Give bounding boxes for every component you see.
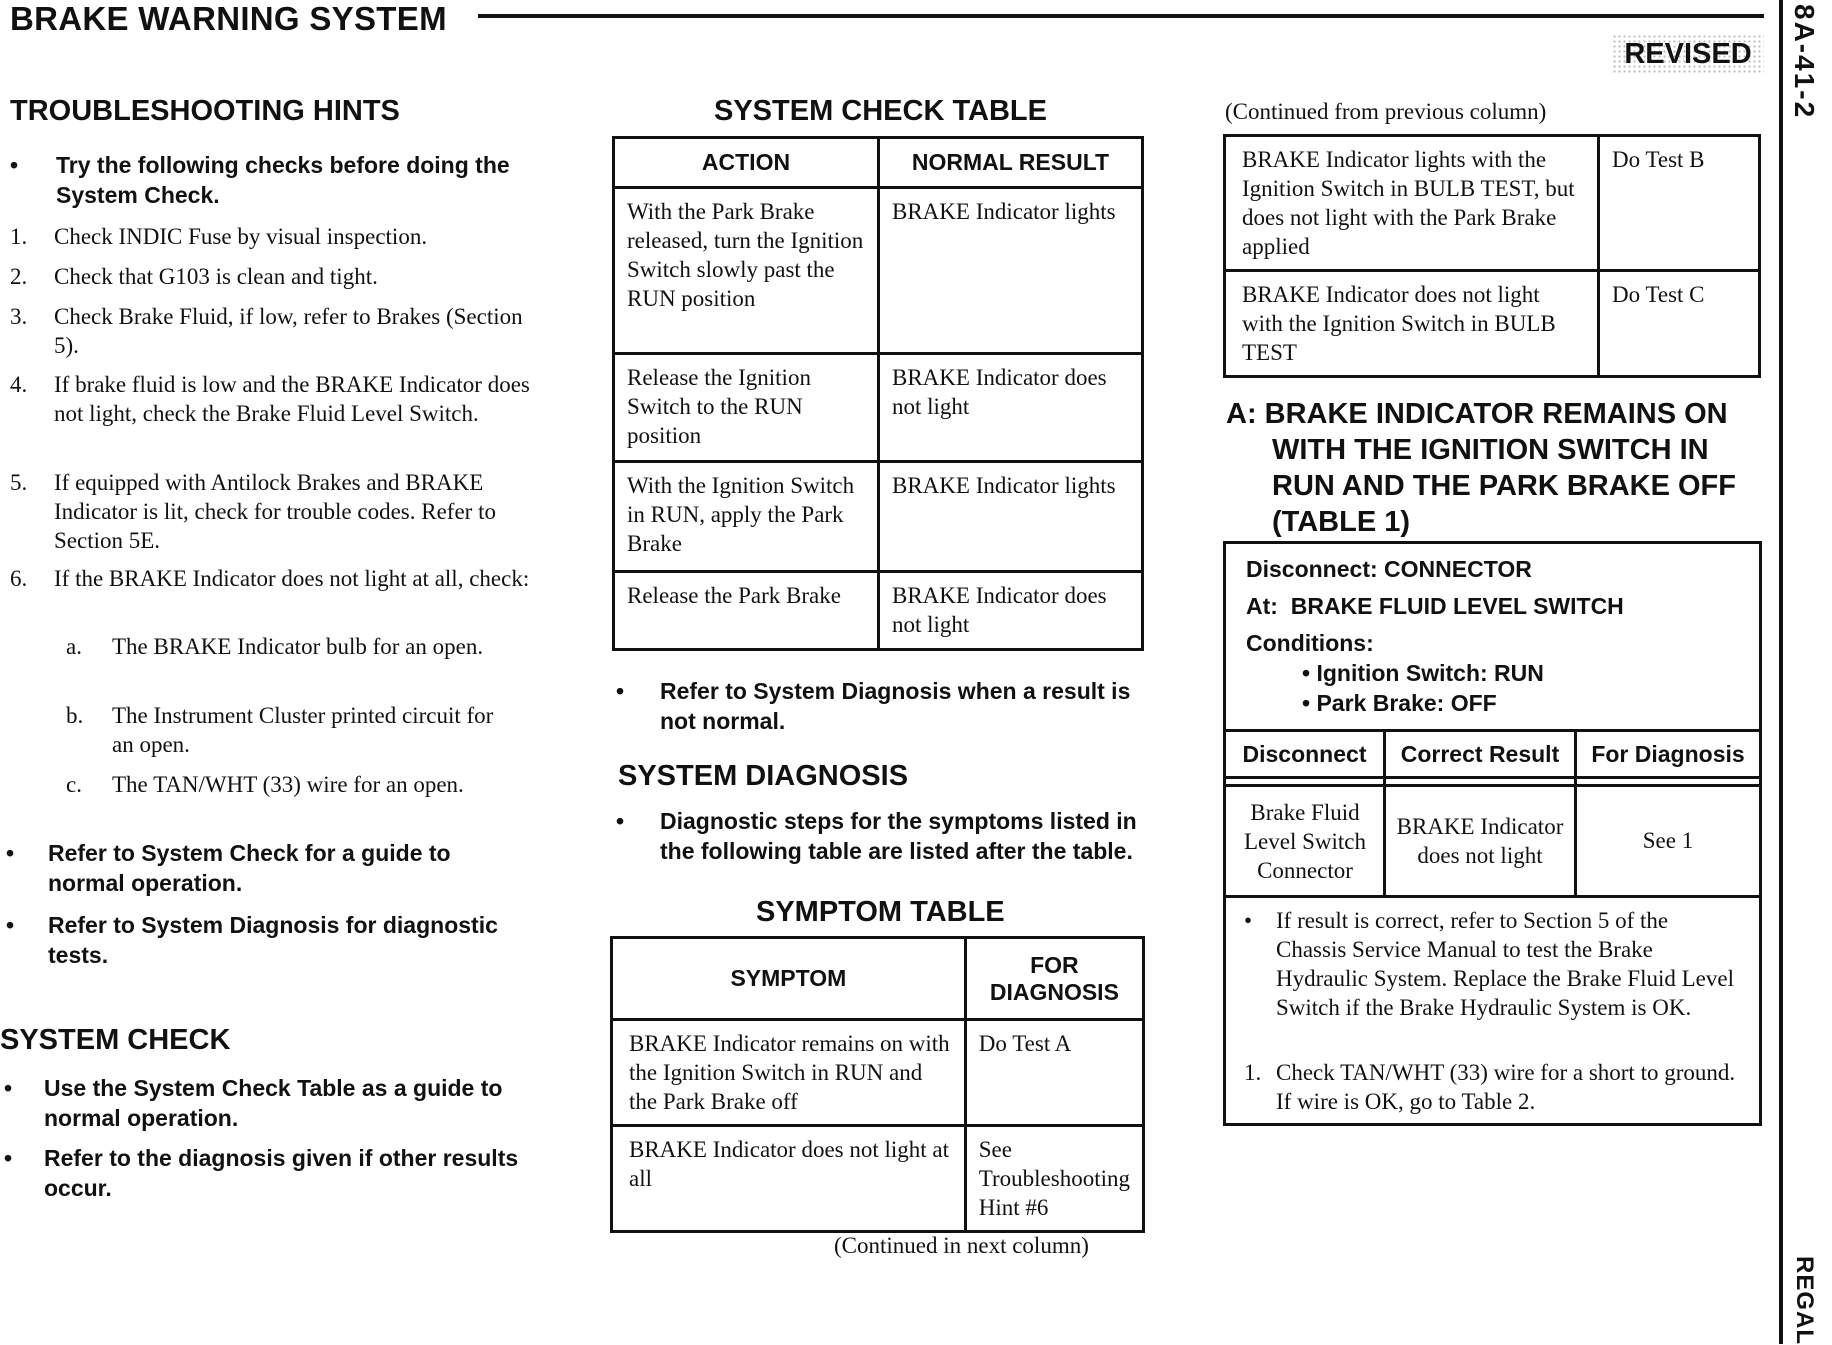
condition-text: Ignition Switch: RUN	[1316, 660, 1544, 686]
symptom-cell: BRAKE Indicator does not light at all	[612, 1126, 966, 1232]
result-cell: BRAKE Indicator does not light	[879, 354, 1143, 462]
hint-item-2	[10, 262, 530, 291]
col-header-for-diagnosis: FOR DIAGNOSIS	[965, 938, 1143, 1020]
result-note	[1244, 906, 1744, 1022]
table-note-bullet	[616, 676, 1150, 736]
bullet-dot-icon: •	[6, 840, 15, 866]
test-step-1	[1244, 1058, 1744, 1116]
action-cell: With the Park Brake released, turn the Ignition Switch slowly past the RUN position	[614, 188, 879, 354]
divider	[1226, 895, 1759, 898]
page-code	[1782, 0, 1832, 140]
subitem-text: The Instrument Cluster printed circuit for an open.	[112, 703, 494, 757]
hint-number: 1.	[10, 224, 28, 249]
hint-text: If brake fluid is low and the BRAKE Indicator does not light, check the Brake Fluid Level Switch.	[54, 372, 530, 426]
table-row	[614, 354, 1143, 462]
hint-item-4	[10, 370, 530, 428]
symptom-cell: BRAKE Indicator remains on with the Ignition Switch in RUN and the Park Brake off	[612, 1020, 966, 1126]
subitem-text: The TAN/WHT (33) wire for an open.	[112, 772, 464, 797]
disconnect-label: Disconnect:	[1246, 556, 1378, 582]
divider	[1226, 776, 1759, 779]
hint-item-5	[10, 468, 530, 555]
intro-bullet-text: Try the following checks before doing the System Check.	[56, 152, 510, 208]
system-check-bullet-2	[4, 1143, 530, 1203]
result-cell: BRAKE Indicator lights	[879, 188, 1143, 354]
result-note-text: If result is correct, refer to Section 5 of the Chassis Service Manual to test the Brake Hydraulic System. Replace the Brake Fluid Level Switch if the Brake Hydraulic System is OK.	[1276, 908, 1734, 1020]
subitem-a	[66, 632, 516, 661]
troubleshooting-heading: TROUBLESHOOTING HINTS	[10, 95, 400, 127]
model-label-text: REGAL	[1791, 1256, 1818, 1345]
col-header-action: ACTION	[614, 138, 879, 188]
at-value: BRAKE FLUID LEVEL SWITCH	[1290, 593, 1624, 619]
disconnect-line	[1246, 556, 1532, 583]
bullet-dot-icon: •	[4, 1145, 13, 1171]
hint-item-6	[10, 564, 530, 593]
col-header-for-diagnosis: For Diagnosis	[1591, 740, 1745, 767]
hint-bullet-system-diagnosis	[6, 910, 532, 970]
symptom-table-title: SYMPTOM TABLE	[756, 896, 1005, 928]
system-check-bullet-text: Use the System Check Table as a guide to normal operation.	[44, 1075, 503, 1131]
system-check-table-title: SYSTEM CHECK TABLE	[714, 95, 1047, 127]
hint-text: If equipped with Antilock Brakes and BRAKE Indicator is lit, check for trouble codes. Refer to Section 5E.	[54, 470, 496, 553]
page-title: BRAKE WARNING SYSTEM	[10, 0, 447, 37]
table-row	[614, 572, 1143, 650]
hint-number: 5.	[10, 470, 28, 495]
continued-next-note: (Continued in next column)	[834, 1233, 1089, 1258]
system-check-heading: SYSTEM CHECK	[0, 1024, 231, 1056]
revised-badge: REVISED	[1612, 34, 1764, 74]
action-cell: Release the Ignition Switch to the RUN position	[614, 354, 879, 462]
margin-rule	[1779, 0, 1783, 1344]
system-check-table	[612, 136, 1144, 651]
bullet-dot-icon: •	[1302, 660, 1311, 686]
subitem-letter: c.	[66, 772, 82, 797]
subitem-text: The BRAKE Indicator bulb for an open.	[112, 634, 484, 659]
step-number: 1.	[1244, 1060, 1262, 1085]
hint-number: 3.	[10, 304, 28, 329]
conditions-label: Conditions:	[1246, 630, 1374, 656]
symptom-table	[610, 936, 1145, 1233]
hint-bullet-text: Refer to System Diagnosis for diagnostic tests.	[48, 912, 498, 968]
test-a-heading-line: WITH THE IGNITION SWITCH IN	[1272, 434, 1709, 466]
hint-item-1	[10, 222, 530, 251]
at-line	[1246, 593, 1624, 620]
diagnosis-cell: See Troubleshooting Hint #6	[965, 1126, 1143, 1232]
table-row	[614, 462, 1143, 572]
col-header-normal-result: NORMAL RESULT	[879, 138, 1143, 188]
hint-number: 2.	[10, 264, 28, 289]
subitem-letter: a.	[66, 634, 82, 659]
for-diagnosis-cell: See 1	[1642, 828, 1694, 853]
table-row	[612, 1020, 1144, 1126]
hint-text: Check INDIC Fuse by visual inspection.	[54, 224, 428, 249]
hint-text: If the BRAKE Indicator does not light at all, check:	[54, 566, 530, 591]
disconnect-value: CONNECTOR	[1384, 556, 1532, 582]
system-diagnosis-text: Diagnostic steps for the symptoms listed in the following table are listed after the table.	[660, 808, 1137, 864]
header-rule	[478, 14, 1764, 18]
hint-text: Check Brake Fluid, if low, refer to Brakes (Section 5).	[54, 304, 523, 358]
hint-number: 4.	[10, 372, 28, 397]
diagnosis-cell: Do Test A	[965, 1020, 1143, 1126]
at-label: At:	[1246, 593, 1278, 619]
action-cell: Release the Park Brake	[614, 572, 879, 650]
symptom-cell: BRAKE Indicator lights with the Ignition Switch in BULB TEST, but does not light with the Park Brake applied	[1225, 136, 1599, 271]
condition-text: Park Brake: OFF	[1316, 690, 1497, 716]
diagnosis-cell: Do Test C	[1599, 271, 1760, 377]
table-row	[612, 1126, 1144, 1232]
system-check-bullet-1	[4, 1073, 530, 1133]
model-label	[1782, 1240, 1832, 1344]
symptom-table-continued	[1223, 134, 1761, 378]
subitem-letter: b.	[66, 703, 84, 728]
bullet-dot-icon: •	[1244, 908, 1253, 933]
table-row	[1225, 136, 1760, 271]
hint-number: 6.	[10, 566, 28, 591]
test-a-heading-line: RUN AND THE PARK BRAKE OFF	[1272, 470, 1736, 502]
bullet-dot-icon: •	[1302, 690, 1311, 716]
result-cell: BRAKE Indicator lights	[879, 462, 1143, 572]
disconnect-cell: Brake Fluid Level Switch Connector	[1244, 799, 1366, 883]
bullet-dot-icon: •	[616, 678, 625, 704]
test-a-heading-line: A: BRAKE INDICATOR REMAINS ON	[1226, 398, 1728, 430]
result-cell: BRAKE Indicator does not light	[879, 572, 1143, 650]
test-a-table	[1223, 541, 1762, 1126]
hint-bullet-text: Refer to System Check for a guide to normal operation.	[48, 840, 451, 896]
bullet-dot-icon: •	[6, 912, 15, 938]
intro-bullet	[10, 150, 530, 210]
table-row	[614, 188, 1143, 354]
subitem-c	[66, 770, 516, 799]
system-diagnosis-heading: SYSTEM DIAGNOSIS	[618, 760, 909, 792]
step-text: Check TAN/WHT (33) wire for a short to ground. If wire is OK, go to Table 2.	[1276, 1060, 1736, 1114]
hint-item-3	[10, 302, 530, 360]
continued-from-note: (Continued from previous column)	[1225, 99, 1547, 124]
col-header-disconnect: Disconnect	[1242, 740, 1367, 767]
condition-item	[1302, 690, 1497, 717]
subitem-b	[66, 701, 516, 759]
correct-result-cell: BRAKE Indicator does not light	[1396, 814, 1564, 868]
test-a-heading-line: (TABLE 1)	[1272, 506, 1411, 538]
action-cell: With the Ignition Switch in RUN, apply the Park Brake	[614, 462, 879, 572]
hint-text: Check that G103 is clean and tight.	[54, 264, 378, 289]
diagnosis-cell: Do Test B	[1599, 136, 1760, 271]
col-header-symptom: SYMPTOM	[612, 938, 966, 1020]
page-code-text: 8A-41-2	[1789, 4, 1820, 120]
hint-bullet-system-check	[6, 838, 532, 898]
table-row	[1225, 271, 1760, 377]
col-header-correct-result: Correct Result	[1400, 740, 1560, 767]
bullet-dot-icon: •	[10, 152, 19, 178]
bullet-dot-icon: •	[4, 1075, 13, 1101]
test-a-heading	[1226, 396, 1736, 540]
symptom-cell: BRAKE Indicator does not light with the Ignition Switch in BULB TEST	[1225, 271, 1599, 377]
condition-item	[1302, 660, 1544, 687]
system-check-bullet-text: Refer to the diagnosis given if other results occur.	[44, 1145, 519, 1201]
table-note-text: Refer to System Diagnosis when a result is not normal.	[660, 678, 1131, 734]
system-diagnosis-bullet	[616, 806, 1150, 866]
bullet-dot-icon: •	[616, 808, 625, 834]
